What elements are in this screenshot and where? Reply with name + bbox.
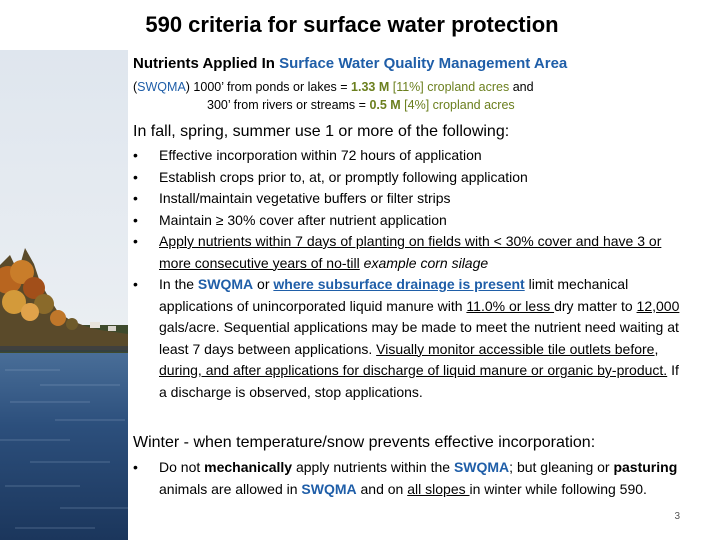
dry-matter-percent: 11.0% or less — [466, 297, 555, 314]
item-text: Maintain ≥ 30% cover after nutrient application — [159, 211, 447, 228]
rivers-percent: [4%] — [400, 98, 433, 112]
drainage-phrase: where subsurface drainage is present — [273, 276, 525, 292]
note-text: ( — [133, 80, 138, 94]
section-heading-winter: Winter - when temperature/snow prevents effective incorporation: — [133, 434, 596, 451]
bullet-icon: • — [133, 211, 138, 228]
item-text: Apply nutrients within 7 days of planting on fields with < 30% cover and have 3 or more consecutive years of no-till — [159, 233, 662, 271]
item-text: gals/acre. Sequential applications may be made to meet the nutrient need waiting at least 7 days between applications. — [159, 319, 679, 357]
gallons-value: 12,000 — [636, 297, 680, 314]
item-text: Do not — [159, 459, 205, 475]
bullet-icon: • — [133, 276, 138, 292]
bullet-icon: • — [133, 190, 138, 206]
swqma-abbr: SWQMA — [301, 480, 357, 497]
all-slopes-phrase: all slopes — [407, 480, 470, 497]
bullet-icon: • — [133, 168, 138, 185]
list-item — [133, 145, 689, 167]
swqma-abbr: SWQMA — [453, 459, 510, 475]
lake-photo — [0, 50, 128, 540]
subtitle-highlight: Surface Water Quality Management Area — [279, 55, 568, 72]
subtitle — [133, 55, 567, 72]
item-text: Effective incorporation within 72 hours of application — [159, 147, 482, 163]
list-item — [133, 274, 689, 403]
buffer-note-line-2 — [207, 98, 515, 112]
list-item — [133, 188, 689, 210]
bullet-icon: • — [133, 147, 138, 163]
swqma-abbr: SWQMA — [137, 80, 186, 94]
item-text: or — [253, 276, 274, 292]
monitoring-instruction: Visually monitor accessible tile outlets before, during, and after applications for discharge of liquid manure or organic by-product. — [159, 340, 668, 378]
item-text: Install/maintain vegetative buffers or filter strips — [159, 190, 451, 206]
item-text: animals are allowed in — [159, 480, 302, 497]
mechanically-word: mechanically — [204, 459, 293, 475]
subtitle-text: Nutrients Applied In — [133, 55, 280, 72]
slide-title: 590 criteria for surface water protection — [145, 12, 559, 37]
section-heading-seasons: In fall, spring, summer use 1 or more of the following: — [133, 123, 510, 140]
cropland-acres-label: cropland acres — [427, 80, 510, 94]
buffer-note-line-1 — [133, 80, 534, 94]
cropland-acres-label: cropland acres — [432, 98, 515, 112]
item-text: If a discharge is observed, stop applications. — [159, 362, 679, 400]
item-example: example corn silage — [359, 254, 489, 271]
list-item — [133, 231, 689, 274]
list-item — [133, 457, 689, 500]
item-text: in winter while following 590. — [469, 480, 647, 497]
winter-practices-list — [133, 457, 689, 500]
bullet-icon: • — [133, 459, 138, 475]
note-text: and — [509, 80, 534, 94]
list-item — [133, 167, 689, 189]
list-item — [133, 210, 689, 232]
bullet-icon: • — [133, 233, 138, 249]
ponds-percent: [11%] — [389, 80, 428, 94]
pasturing-word: pasturing — [613, 459, 678, 475]
item-text: and on — [356, 480, 408, 497]
item-text: apply nutrients within the — [292, 459, 454, 475]
rivers-acres-value: 0.5 M — [369, 98, 401, 112]
ponds-acres-value: 1.33 M — [351, 80, 390, 94]
swqma-abbr: SWQMA — [197, 276, 254, 292]
season-practices-list — [133, 145, 689, 403]
note-text: ) 1000’ from ponds or lakes = — [185, 80, 352, 94]
note-text: 300’ from rivers or streams = — [207, 98, 370, 112]
item-text: ; but gleaning or — [509, 459, 614, 475]
item-text: dry matter to — [554, 297, 637, 314]
item-text: In the — [159, 276, 198, 292]
item-text: Establish crops prior to, at, or promptly following application — [159, 168, 528, 185]
page-number: 3 — [674, 511, 680, 522]
item-text: limit mechanical applications of unincorporated liquid manure with — [159, 276, 629, 314]
